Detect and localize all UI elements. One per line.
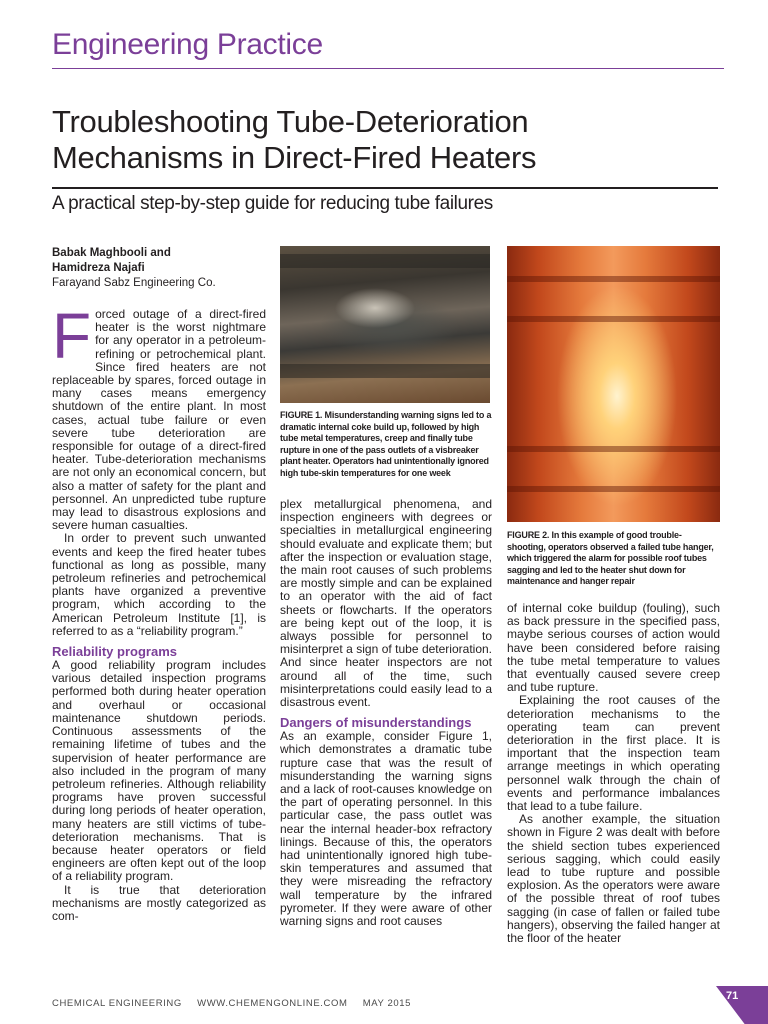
column-2 — [280, 498, 492, 928]
author-2: Hamidreza Najafi — [52, 262, 145, 274]
column-1 — [52, 300, 266, 923]
paragraph: plex metallurgical phenomena, and inspection engineers with degrees or specialties in metallurgical engineering should evaluate and explicate them; but after the inspection or evaluation stage, the main root causes of such problems are mostly simple and can be explained to an operator with the aid of fact sheets or flowcharts. If the operators are being kept out of the loop, it is always possible for personnel to misinterpret a sign of tube deterioration. And since heater inspectors are not around all of the time, such misinterpretations could easily lead to a disastrous event. — [280, 497, 492, 710]
paragraph: In order to prevent such unwanted events and keep the fired heater tubes functional as long as possible, many petroleum refineries and petrochemical plants have organized a preventive program, which according to the American Petroleum Institute [1], is referred to as a “reliability program.” — [52, 531, 266, 638]
affiliation: Farayand Sabz Engineering Co. — [52, 277, 216, 289]
article-title-line2: Mechanisms in Direct-Fired Heaters — [52, 140, 537, 175]
footer-url: WWW.CHEMENGONLINE.COM — [197, 998, 348, 1009]
figure-2-caption-text: In this example of good trouble-shooting, operators observed a failed tube hanger, which triggered the alarm for possible roof tubes sagging and led to the heater shut down for maintenance and hanger repair — [507, 530, 714, 587]
page-number-tab — [716, 986, 768, 1024]
byline — [52, 246, 267, 291]
paragraph: Explaining the root causes of the deterioration mechanisms to the operating team can prevent deterioration in the first place. It is important that the inspection team arrange meetings in which operating personnel walk through the chain of events and performance imbalances that lead to a tube failure. — [507, 693, 720, 814]
figure-1-image — [280, 246, 490, 403]
tube-band — [280, 364, 490, 378]
intro-paragraph — [52, 300, 266, 533]
figure-1-caption-text: Misunderstanding warning signs led to a dramatic internal coke build up, followed by high tube metal temperatures, creep and finally tube rupture in one of the pass outlets of a visbreaker plant heater. Operators had unintentionally ignored high tube-skin temperatures for one week — [280, 410, 492, 478]
column-3 — [507, 602, 720, 945]
title-divider — [52, 187, 718, 189]
figure-1-label: FIGURE 1. — [280, 410, 323, 420]
tube-band — [280, 254, 490, 268]
paragraph: of internal coke buildup (fouling), such as back pressure in the specified pass, maybe serious courses of action would have been considered before raising the tube metal temperature to values that eventually caused severe creep and tube rupture. — [507, 601, 720, 695]
figure-1-caption — [280, 410, 492, 480]
subhead-reliability: Reliability programs — [52, 644, 177, 660]
figure-2-image — [507, 246, 720, 522]
subhead-dangers: Dangers of misunderstandings — [280, 715, 472, 731]
article-deck: A practical step-by-step guide for reducing tube failures — [52, 193, 493, 214]
page-number: 71 — [726, 990, 739, 1002]
section-title: Engineering Practice — [52, 28, 323, 61]
author-1: Babak Maghbooli and — [52, 247, 171, 259]
article-title — [52, 104, 724, 176]
article-title-line1: Troubleshooting Tube-Deterioration — [52, 104, 529, 139]
paragraph: As another example, the situation shown in Figure 2 was dealt with before the shield section tubes experienced serious sagging, which could easily lead to tube rupture and possible explosion. As the operators were aware of the possible threat of roof tubes sagging (in case of fallen or failed tube hangers), observing the failed hanger at the floor of the heater — [507, 812, 720, 946]
page-footer — [52, 998, 423, 1009]
paragraph: It is true that deterioration mechanisms are mostly categorized as com- — [52, 882, 266, 923]
footer-date: MAY 2015 — [362, 998, 412, 1009]
footer-magazine: CHEMICAL ENGINEERING — [52, 998, 182, 1009]
tube-band — [507, 276, 720, 282]
section-divider — [52, 68, 724, 69]
tube-band — [507, 446, 720, 452]
drop-cap: F — [52, 300, 92, 372]
figure-2-label: FIGURE 2. — [507, 530, 550, 540]
intro-text: orced outage of a direct-fired heater is the worst nightmare for any operator in a petroleum-refining or petrochemical plant. Since fired heaters are not replaceable by spares, forced outage in many cases means emergency shutdown of the entire plant. In most cases, actual tube failure or even severe tube deterioration are responsible for outage of a direct-fired heater. Tube-deterioration mechanisms are not only an economical concern, but also a matter of safety for the plant and personnel. An unpredicted tube rupture may lead to disastrous explosions and severe human casualties. — [52, 307, 266, 533]
tube-band — [507, 316, 720, 322]
paragraph: A good reliability program includes various detailed inspection programs performed both during heater operation and overhaul or occasional maintenance shutdown periods. Continuous assessments of the remaining lifetime of tubes and the supervision of heater performance are also included in the program of many petroleum refineries. Although reliability programs have proven successful during long periods of heater operation, many heaters are still victims of tube-deterioration mechanisms. That is because heater operators or field engineers are often kept out of the loop of a reliability program. — [52, 658, 266, 884]
figure-2-caption — [507, 530, 720, 588]
tube-band — [507, 486, 720, 492]
paragraph: As an example, consider Figure 1, which demonstrates a dramatic tube rupture case that was the result of misunderstanding the warning signs and a lack of root-causes knowledge on the part of operating personnel. In this particular case, the pass outlet was near the internal header-box refractory linings. Because of this, the operators had unintentionally ignored high tube-skin temperatures and assumed that they were misreading the refractory wall temperature by the infrared pyrometer. If they were aware of other warning signs and root causes — [280, 729, 492, 929]
